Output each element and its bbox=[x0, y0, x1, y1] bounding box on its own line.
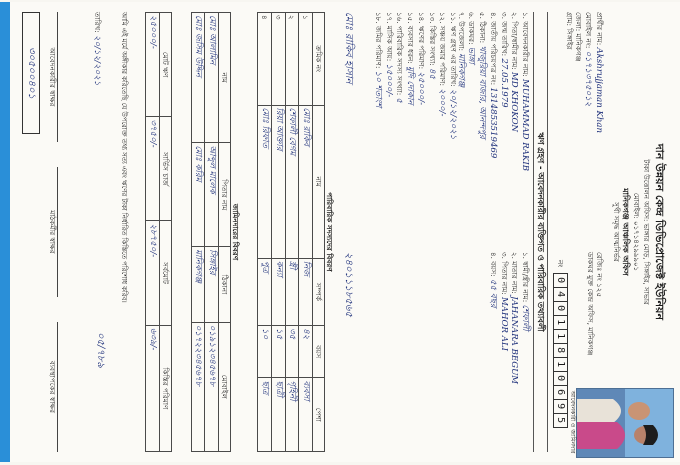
borrower-info: প্রার্থীর নাম: Akshrujjaman Khan মোবাইল নং: ০১৭১৩৭৫০১২ জেলা: মানিকগঞ্জ গ্রাম: সিঙ্গাইর bbox=[565, 12, 604, 172]
applicant-signature-label: আবেদনকারীর স্বাক্ষর bbox=[48, 12, 58, 142]
table-row: ১ মোঃ রাকিব নিজ ৪২ ব্যবসা bbox=[299, 13, 313, 452]
terms-text: আমি এই মর্মে অঙ্গীকার করিতেছি যে উপরোক্ত তথ্য সত্য এবং ঋণের টাকা নির্ধারিত কিস্তিতে পরিশোধ করিব। bbox=[120, 12, 128, 303]
loan-application-form bbox=[0, 2, 680, 462]
detail-row: ১৮. জমির পরিমাণ: ১০ শতাংশ bbox=[372, 12, 383, 108]
family-table-block bbox=[257, 12, 334, 452]
manager-signature-label: ব্যবস্থাপকের স্বাক্ষর bbox=[48, 322, 58, 452]
phone-label: মোবাইল নং bbox=[584, 12, 594, 46]
serial-digit: 9 bbox=[553, 399, 568, 414]
serial-digit: 5 bbox=[553, 413, 568, 428]
form-title: দান উন্নয়ন কেন্দ্র ডিভিপ্রোজেক্ট ইউনিয়ন bbox=[653, 143, 666, 321]
table-header: ঠিকানা bbox=[219, 247, 231, 323]
village-text: গ্রাম: সিঙ্গাইর bbox=[564, 12, 574, 50]
family-table-caption: পারিবারিক সদস্যদের বিবরণ bbox=[325, 192, 334, 272]
photo-figures bbox=[577, 389, 673, 457]
detail-row: ১১. ঋণ গ্রহণ এর তারিখ: ২০/১২/২০২১ bbox=[448, 12, 458, 140]
field-row: ৬. ডাকঘর: ভাঙ্গা bbox=[466, 12, 477, 64]
serial-digit: 1 bbox=[553, 357, 568, 372]
serial-digit: 0 bbox=[553, 301, 568, 316]
table-header: ক্রমিক নং bbox=[313, 13, 325, 106]
officer-signature-label: মাঠকর্মীর স্বাক্ষর bbox=[48, 167, 58, 297]
table-row: মোঃ আলামিন আব্দুল মালেক সিঙ্গাইর ০১৯১২৩৪৫৬৭৮ bbox=[205, 13, 219, 452]
field-row: ৪. জাতীয় পরিচয়পত্র নং: 1314853519469 bbox=[487, 12, 498, 159]
field-row: ২. পিতা/স্বামীর নাম: MD KHOKON bbox=[509, 12, 520, 133]
borrower-label: প্রার্থীর নাম bbox=[595, 12, 604, 43]
applicant-fields bbox=[455, 12, 530, 242]
serial-label: নং bbox=[556, 260, 565, 268]
table-header: সম্পর্ক bbox=[313, 258, 325, 325]
table-row: ২ শেফালী বেগম স্ত্রী ৩৫ গৃহিনী bbox=[285, 13, 299, 452]
table-header: পিতার নাম bbox=[219, 143, 231, 247]
field-row: ১. আবেদনকারীর নাম: MUHAMMAD RAKIB bbox=[520, 12, 530, 172]
table-header: সর্বমোট bbox=[160, 221, 172, 325]
guarantor-table-caption: জামিনদারের বিবরণ bbox=[231, 203, 240, 261]
family-table bbox=[257, 12, 325, 452]
office-name: ডাকঘর মুক্ত কেন্দ্র অফিস, মানিকগঞ্জ bbox=[586, 252, 595, 356]
handwritten-number: ২৪০১১১৮৫৬৫ bbox=[343, 252, 354, 317]
guarantor-table bbox=[191, 12, 231, 452]
area-text: জেলা: মানিকগঞ্জ bbox=[573, 12, 583, 62]
table-header: মোট ঋণ bbox=[160, 13, 172, 117]
reg-no: রেজিঃ নং ১২৫ bbox=[595, 252, 604, 298]
detail-row: ১৪. ঋণের পরিমাণ: ২৫০০০/- bbox=[415, 12, 426, 106]
relative-fields bbox=[487, 252, 530, 452]
date-value: ২০/১২/২০২১ bbox=[92, 34, 102, 86]
serial-digit: 4 bbox=[553, 287, 568, 302]
table-header: নাম bbox=[219, 13, 231, 143]
serial-digit: 0 bbox=[553, 273, 568, 288]
totals-table bbox=[145, 12, 172, 452]
loan-details bbox=[372, 12, 458, 452]
field-row: ৪. বয়স: ৫৫ বছর bbox=[487, 252, 498, 308]
org-name: মানিকগঞ্জ আঞ্চলিক অফিস bbox=[621, 188, 630, 276]
form-subtitle-phone: মোবাইল: ০১৭১৪২৯৯৯০১ bbox=[632, 192, 640, 272]
field-row: ৩. জন্ম তারিখ: 27.05.1979 bbox=[498, 12, 509, 108]
field-row: ২. মাতার নাম: JAHANARA BEGUM bbox=[509, 252, 520, 385]
detail-row: ১৩. কিস্তির সংখ্যা: ৪৫ bbox=[426, 12, 437, 80]
field-row: ১. স্বামী/স্ত্রীর নাম: শেফালী bbox=[520, 252, 530, 331]
motto: সুখী সমৃদ্ধ আত্মনির্ভর bbox=[612, 202, 620, 262]
serial-digit: 1 bbox=[553, 329, 568, 344]
table-header: সার্ভিস চার্জ bbox=[160, 117, 172, 221]
serial-digit: 8 bbox=[553, 343, 568, 358]
office-info bbox=[586, 252, 604, 382]
field-row: ৩. পিতার নাম: MAHOR ALI bbox=[498, 252, 509, 352]
borrower-name: Akshrujjaman Khan bbox=[594, 47, 604, 134]
serial-digit: 0 bbox=[553, 371, 568, 386]
handwritten-name: মোঃ রাকিব হাসান bbox=[343, 12, 354, 84]
table-header: কিস্তির পরিমাণ bbox=[160, 325, 172, 451]
table-header: নাম bbox=[313, 105, 325, 258]
table-row: ২৫০০০/- ৩৭৫০/- ২৮৭৫০/- ৬৩৯/- bbox=[146, 13, 160, 452]
date-line: তারিখ: ২০/১২/২০২১ bbox=[92, 12, 102, 86]
detail-row: ১৫. ব্যবসার ধরন: মুদি দোকান bbox=[405, 12, 416, 105]
serial-digit: 1 bbox=[553, 315, 568, 330]
detail-row: ১৬. পারিবারিক সদস্য সংখ্যা: ৫ bbox=[394, 12, 405, 103]
doc-code: ০৫/৭৮৯ bbox=[95, 332, 106, 368]
detail-row: ১৭. মাসিক আয়: ১৫০০০/- bbox=[383, 12, 394, 98]
table-header: পেশা bbox=[313, 378, 325, 452]
serial-digit: 6 bbox=[553, 385, 568, 400]
date-label: তারিখ bbox=[93, 12, 102, 31]
page-edge bbox=[0, 2, 10, 462]
table-row: ৩ রিয়া আক্তার কন্যা ১৫ ছাত্রী bbox=[271, 13, 285, 452]
stamp-amount: ৩০৫০০৪০১ bbox=[22, 12, 40, 134]
serial-number bbox=[553, 260, 568, 427]
section-title: ঋণ গ্রহণ - আবেদনকারীর ব্যক্তিগত ও পারিবারিক তথ্যাবলী bbox=[534, 12, 549, 452]
field-row: ৭. উপজেলা: মানিকগঞ্জ bbox=[455, 12, 466, 88]
guarantor-table-block bbox=[191, 12, 240, 452]
table-row: মোঃ জসিম উদ্দিন মোঃ করিম মানিকগঞ্জ ০১৭২২৩৪৫৬৭৮ bbox=[191, 13, 205, 452]
form-subtitle-office: টাকা উত্তোলন অফিস: ভাঙ্গার মোড়, সিঙ্গাইর, সাভার bbox=[642, 159, 650, 305]
table-header: বয়স bbox=[313, 326, 325, 378]
borrower-phone: ০১৭১৩৭৫০১২ bbox=[583, 50, 594, 107]
totals-table-block bbox=[145, 12, 172, 452]
detail-row: ১২. সঞ্চয় জমার পরিমাণ: ২০০০/- bbox=[437, 12, 448, 117]
table-header: মোবাইল bbox=[219, 322, 231, 451]
photo-caption: আবেদনকারী ও জামিনদার bbox=[569, 390, 576, 454]
field-row: ৫. ঠিকানা: খাজুরিয়া বাজার, আনন্দপুর bbox=[477, 12, 488, 139]
table-row: ৪ মোঃ রিফাত পুত্র ১০ ছাত্র bbox=[258, 13, 272, 452]
applicant-photo bbox=[576, 388, 674, 458]
